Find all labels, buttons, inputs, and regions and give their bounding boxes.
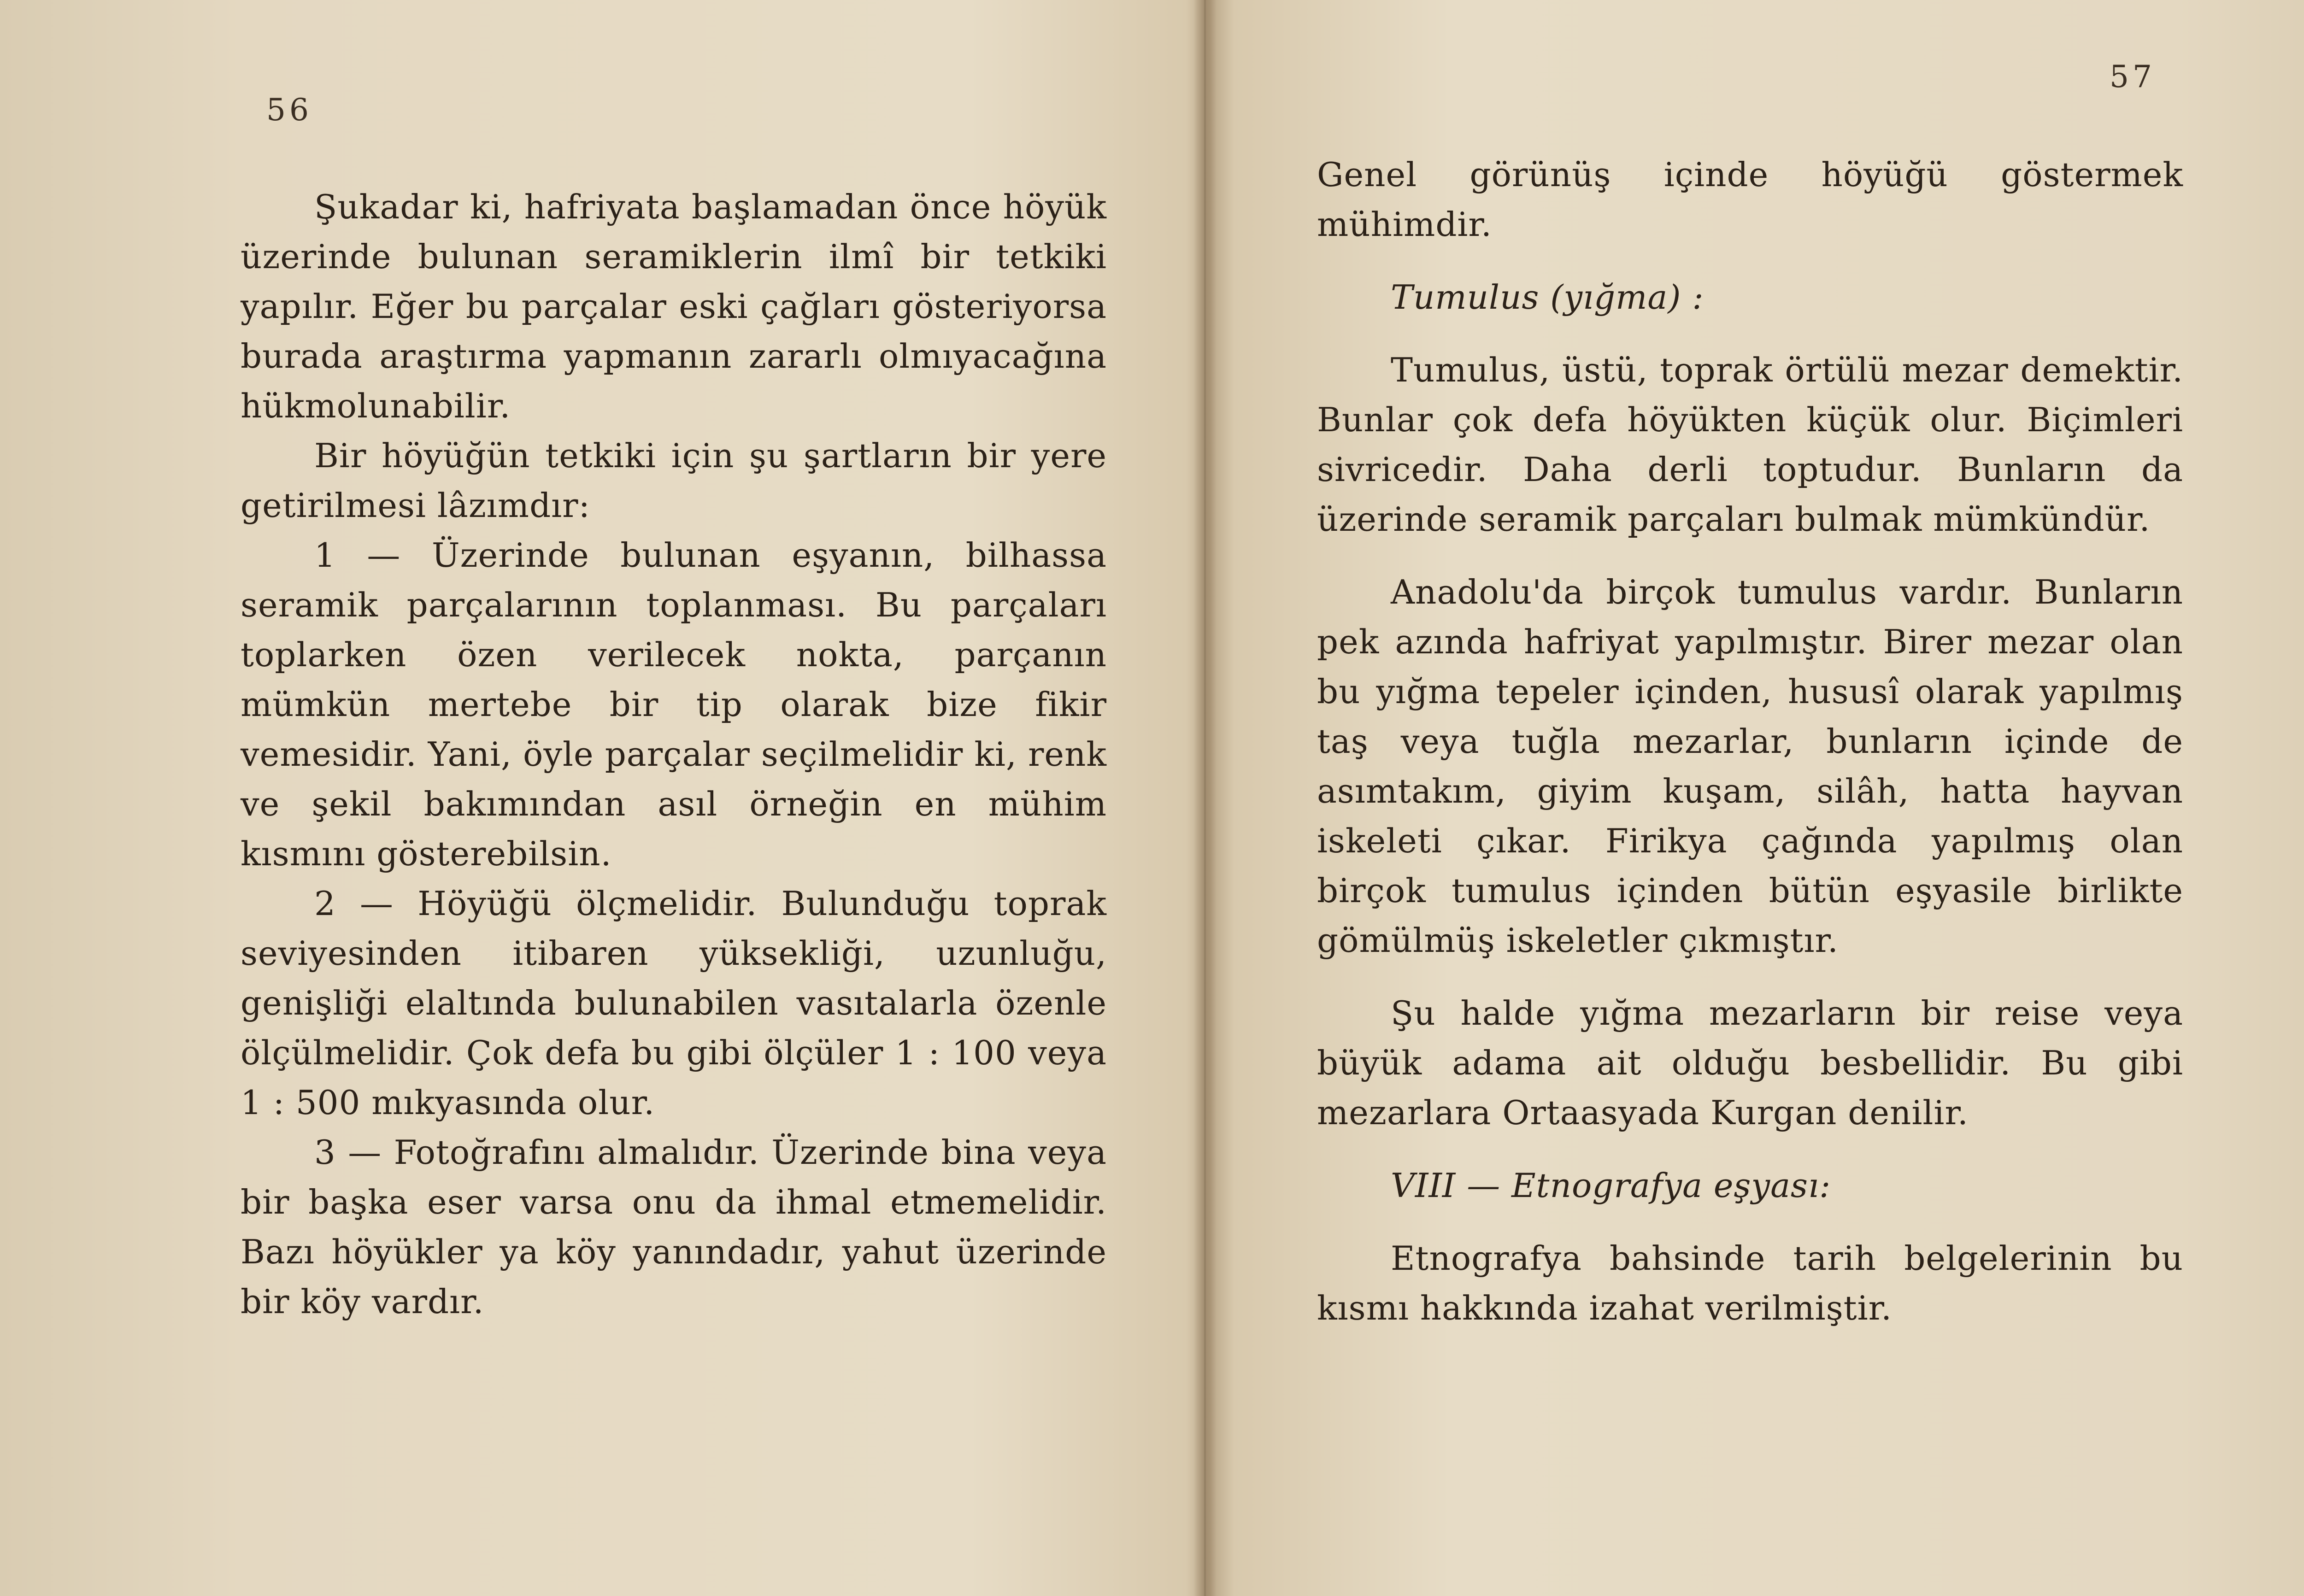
paragraph: Anadolu'da birçok tumulus vardır. Bunların pek azında hafriyat yapılmıştır. Birer mezar olan bu yığma tepeler içinden, hususî olarak yapılmış taş veya tuğla mezarlar, bunların içinde de asımtakım, giyim kuşam, silâh, hatta hayvan iskeleti çıkar. Firikya çağında yapılmış olan birçok tumulus içinden bütün eşyasile birlikte gömülmüş iskeletler çıkmıştır. [1317, 573, 2183, 960]
left-text-block [241, 182, 1107, 1326]
list-item: 3 — Fotoğrafını almalıdır. Üzerinde bina veya bir başka eser varsa onu da ihmal etmemelidir. Bazı höyükler ya köy yanındadır, yahut üzerinde bir köy vardır. [241, 1133, 1107, 1321]
list-item: 1 — Üzerinde bulunan eşyanın, bilhassa seramik parçalarının toplanması. Bu parçaları toplarken özen verilecek nokta, parçanın mümkün mertebe bir tip olarak bize fikir vemesidir. Yani, öyle parçalar seçilmelidir ki, renk ve şekil bakımından asıl örneğin en mühim kısmını gösterebilsin. [241, 536, 1107, 873]
paragraph: Bir höyüğün tetkiki için şu şartların bir yere getirilmesi lâzımdır: [241, 436, 1107, 525]
page-number-right: 57 [2110, 59, 2156, 94]
paragraph: Etnografya bahsinde tarih belgelerinin bu kısmı hakkında izahat verilmiştir. [1317, 1239, 2183, 1327]
section-heading: Tumulus (yığma) : [1391, 278, 1704, 317]
paragraph: Şu halde yığma mezarların bir reise veya büyük adama ait olduğu besbellidir. Bu gibi mezarlara Ortaasyada Kurgan denilir. [1317, 994, 2183, 1132]
list-item: 2 — Höyüğü ölçmelidir. Bulunduğu toprak seviyesinden itibaren yüksekliği, uzunluğu, genişliği elaltında bulunabilen vasıtalarla özenle ölçülmelidir. Çok defa bu gibi ölçüler 1 : 100 veya 1 : 500 mıkyasında olur. [241, 884, 1107, 1122]
paragraph: Tumulus, üstü, toprak örtülü mezar demektir. Bunlar çok defa höyükten küçük olur. Biçimleri sivricedir. Daha derli toptudur. Bunların da üzerinde seramik parçaları bulmak mümkündür. [1317, 351, 2183, 539]
section-heading: VIII — Etnografya eşyası: [1391, 1166, 1831, 1205]
paragraph: Genel görünüş içinde höyüğü göstermek mühimdir. [1317, 155, 2183, 244]
page-number-left: 56 [266, 92, 312, 128]
paragraph: Şukadar ki, hafriyata başlamadan önce höyük üzerinde bulunan seramiklerin ilmî bir tetkiki yapılır. Eğer bu parçalar eski çağları gösteriyorsa burada araştırma yapmanın zararlı olmıyacağına hükmolunabilir. [241, 188, 1107, 425]
right-text-block [1317, 150, 2183, 1333]
right-page [1212, 0, 2304, 1596]
